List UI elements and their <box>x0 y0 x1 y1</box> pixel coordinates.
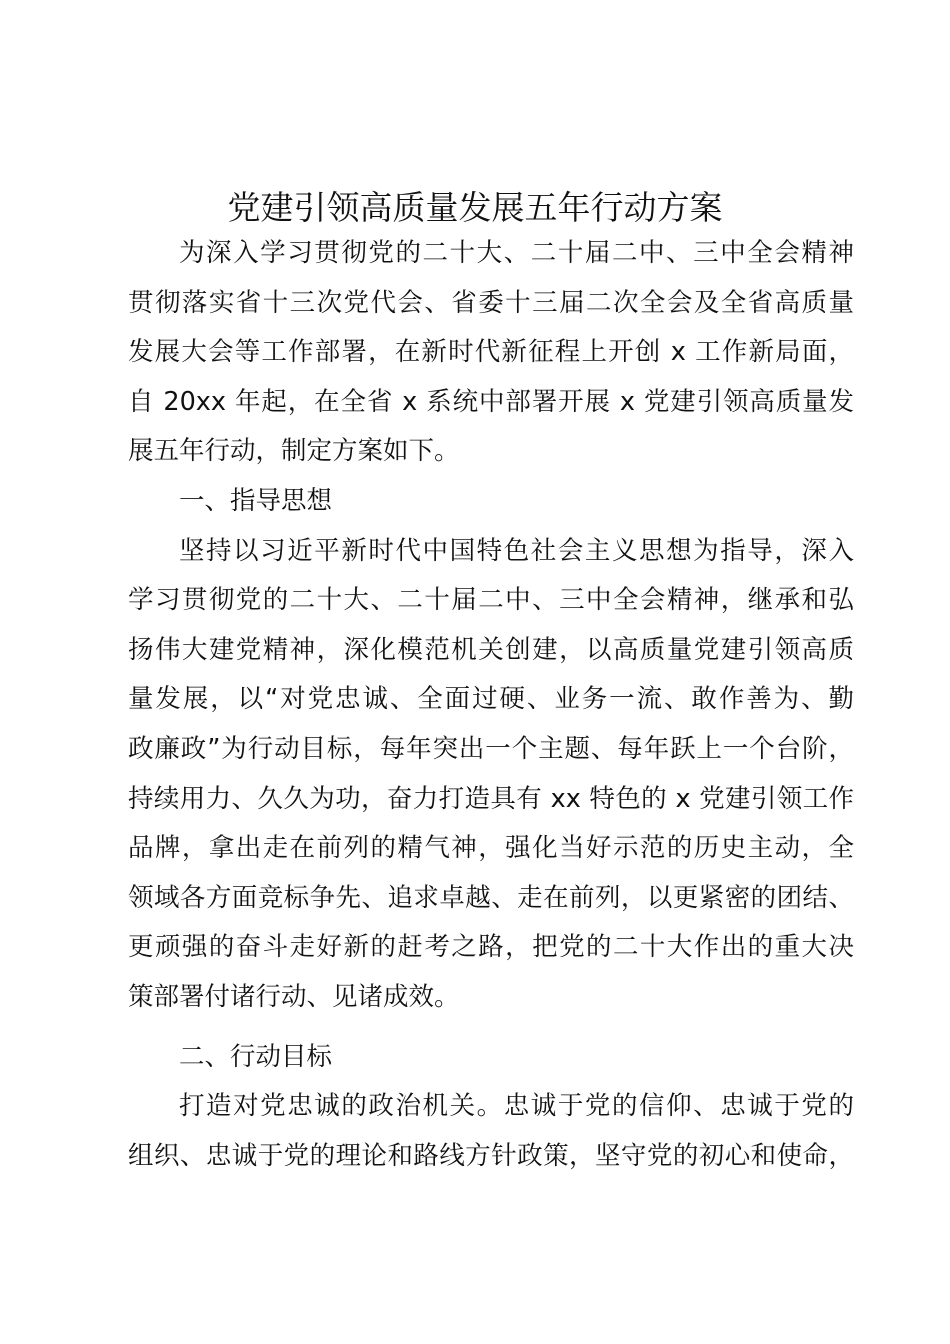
document-body <box>128 229 854 1181</box>
text-line: 量发展，以“对党忠诚、全面过硬、业务一流、敢作善为、勤 <box>128 684 854 715</box>
section2-paragraph <box>128 1082 854 1181</box>
section-heading-guiding-ideology: 一、指导思想 <box>179 485 333 516</box>
text-line: 坚持以习近平新时代中国特色社会主义思想为指导，深入 <box>179 535 854 566</box>
text-line: 为深入学习贯彻党的二十大、二十届二中、三中全会精神 <box>179 238 854 268</box>
text-line: 领域各方面竞标争先、追求卓越、走在前列，以更紧密的团结、 <box>128 882 854 913</box>
intro-paragraph <box>128 229 854 477</box>
paragraph-gap <box>128 1023 854 1033</box>
text-line: 政廉政”为行动目标，每年突出一个主题、每年跃上一个台阶， <box>128 733 854 764</box>
document-title: 党建引领高质量发展五年行动方案 <box>227 188 723 227</box>
text-line: 发展大会等工作部署，在新时代新征程上开创 x 工作新局面， <box>128 337 854 368</box>
text-line: 组织、忠诚于党的理论和路线方针政策，坚守党的初心和使命， <box>128 1140 854 1171</box>
text-line: 持续用力、久久为功，奋力打造具有 xx 特色的 x 党建引领工作 <box>128 783 854 814</box>
text-line: 策部署付诸行动、见诸成效。 <box>128 981 460 1012</box>
section-heading-action-goals: 二、行动目标 <box>179 1041 333 1072</box>
text-line: 品牌，拿出走在前列的精气神，强化当好示范的历史主动，全 <box>128 833 854 864</box>
text-line: 展五年行动，制定方案如下。 <box>128 436 460 467</box>
text-line: 扬伟大建党精神，深化模范机关创建，以高质量党建引领高质 <box>128 634 854 665</box>
text-line: 更顽强的奋斗走好新的赶考之路，把党的二十大作出的重大决 <box>128 932 854 963</box>
text-line: 打造对党忠诚的政治机关。忠诚于党的信仰、忠诚于党的 <box>179 1091 854 1122</box>
text-line: 学习贯彻党的二十大、二十届二中、三中全会精神，继承和弘 <box>128 585 854 616</box>
text-line: 自 20xx 年起，在全省 x 系统中部署开展 x 党建引领高质量发 <box>128 386 854 417</box>
text-line: 贯彻落实省十三次党代会、省委十三届二次全会及全省高质量 <box>128 287 854 318</box>
section1-paragraph <box>128 527 854 1023</box>
